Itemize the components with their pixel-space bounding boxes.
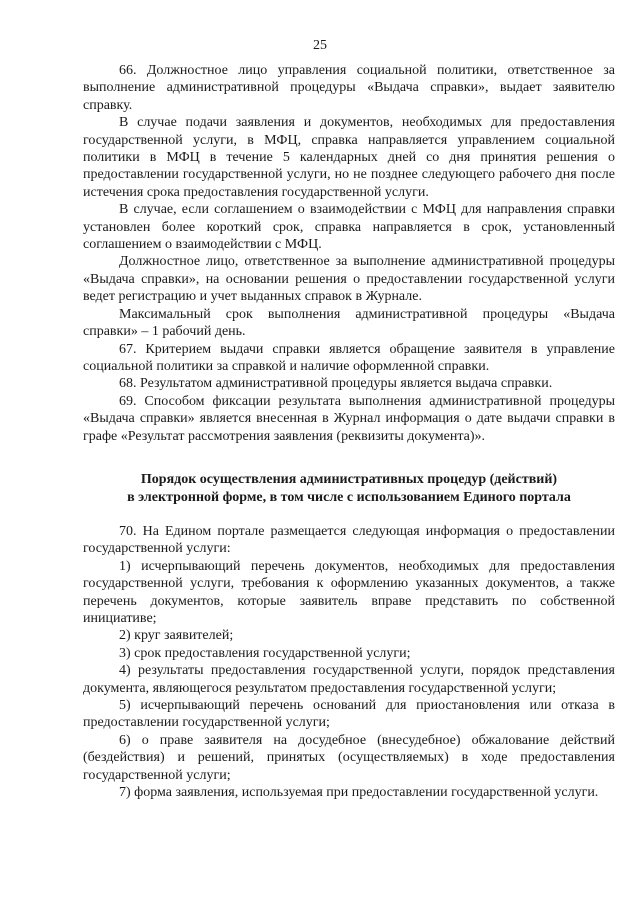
section-heading-line-1: Порядок осуществления административных процедур (действий) bbox=[140, 471, 558, 487]
paragraph-max-term: Максимальный срок выполнения административной процедуры «Выдача справки» – 1 рабочий день. bbox=[83, 306, 615, 340]
section-heading-line-2: в электронной форме, в том числе с использованием Единого портала bbox=[127, 489, 571, 505]
list-item-6: 6) о праве заявителя на досудебное (внесудебное) обжалование действий (бездействия) и решений, принятых (осуществляемых) в ходе предоставления государственной услуги; bbox=[83, 732, 615, 783]
paragraph-shorter-term: В случае, если соглашением о взаимодействии с МФЦ для направления справки установлен более короткий срок, справка направляется в срок, установленный соглашением о взаимодействии с МФЦ. bbox=[83, 202, 615, 253]
list-item-1: 1) исчерпывающий перечень документов, необходимых для предоставления государственной услуги, требования к оформлению указанных документов, а также перечень документов, которые заявитель вправе представить по собственной инициативе; bbox=[83, 558, 615, 626]
page-number: 25 bbox=[313, 38, 327, 53]
list-item-4: 4) результаты предоставления государственной услуги, порядок представления документа, являющегося результатом предоставления государственной услуги; bbox=[83, 663, 615, 696]
list-item-7: 7) форма заявления, используемая при предоставлении государственной услуги. bbox=[119, 785, 599, 801]
paragraph-66: 66. Должностное лицо управления социальной политики, ответственное за выполнение административной процедуры «Выдача справки», выдает заявителю справку. bbox=[83, 63, 615, 113]
paragraph-68: 68. Результатом административной процедуры является выдача справки. bbox=[119, 376, 553, 392]
list-item-2: 2) круг заявителей; bbox=[119, 628, 234, 644]
paragraph-mfc-delivery: В случае подачи заявления и документов, необходимых для предоставления государственной услуги, в МФЦ, справка направляется управлением социальной политики в МФЦ в течение 5 календарных дней со дня принятия решения о предоставлении государственной услуги, но не позднее следующего рабочего дня после истечения срока предоставления государственной услуги. bbox=[83, 115, 615, 200]
paragraph-registration: Должностное лицо, ответственное за выполнение административной процедуры «Выдача справки», на основании решения о предоставлении государственной услуги ведет регистрацию и учет выданных справок в Журнале. bbox=[83, 254, 615, 305]
paragraph-70: 70. На Едином портале размещается следующая информация о предоставлении государственной услуги: bbox=[83, 523, 615, 557]
list-item-5: 5) исчерпывающий перечень оснований для приостановления или отказа в предоставлении государственной услуги; bbox=[83, 698, 615, 731]
list-item-3: 3) срок предоставления государственной услуги; bbox=[119, 645, 411, 661]
paragraph-69: 69. Способом фиксации результата выполнения административной процедуры «Выдача справки» является внесенная в Журнал информация о дате выдачи справки в графе «Результат рассмотрения заявления (реквизиты документа)». bbox=[83, 393, 615, 444]
paragraph-67: 67. Критерием выдачи справки является обращение заявителя в управление социальной политики за справкой и наличие оформленной справки. bbox=[83, 341, 615, 374]
section-heading bbox=[83, 471, 615, 507]
document-body bbox=[83, 62, 615, 801]
